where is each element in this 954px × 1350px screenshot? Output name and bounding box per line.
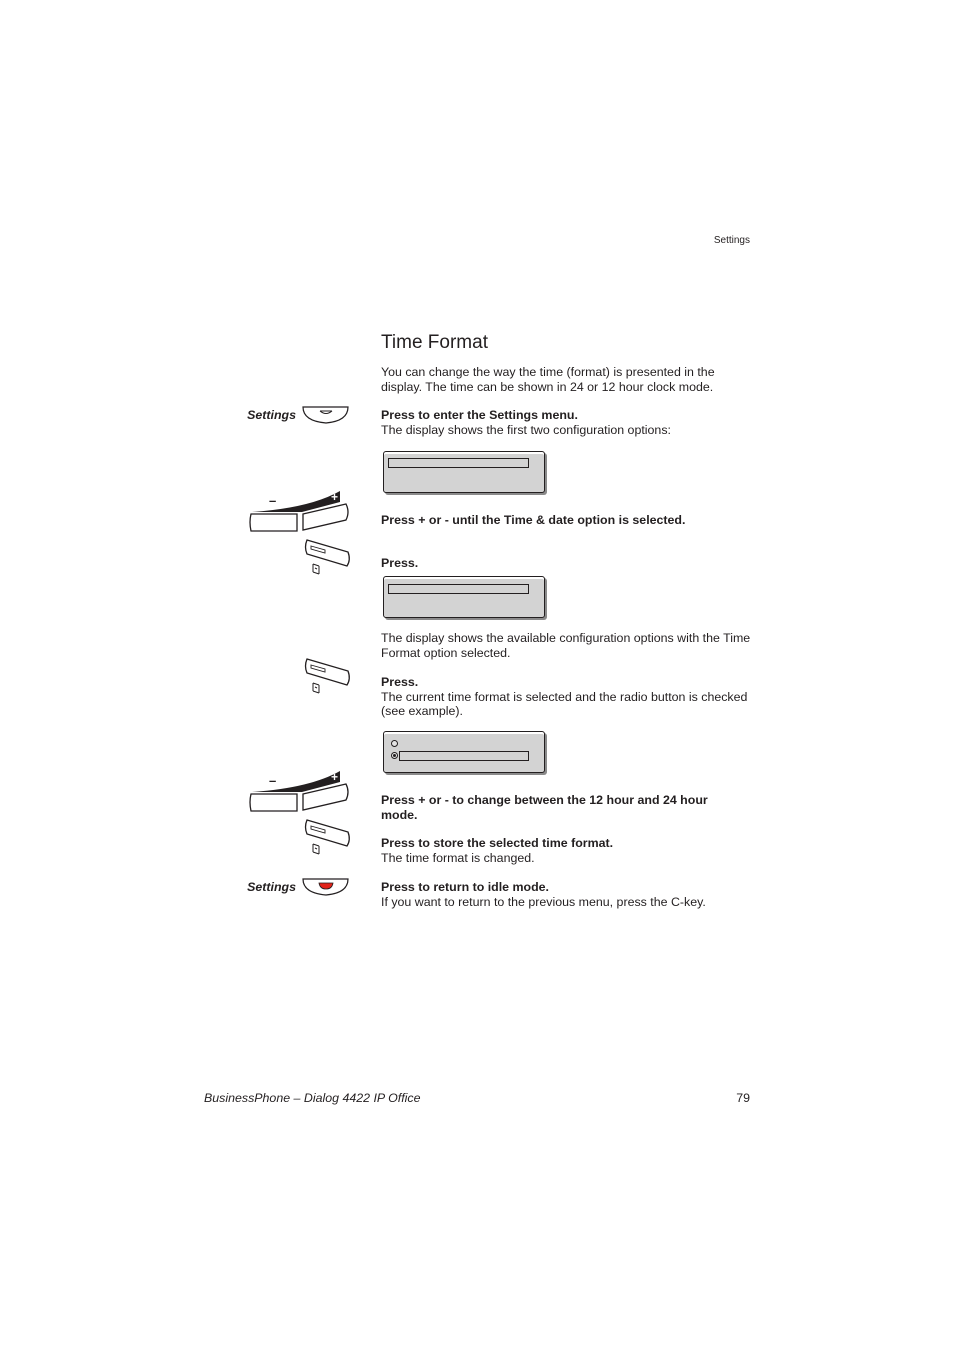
step1 xyxy=(381,408,753,437)
step2-instruction: Press + or - until the Time & date option is selected. xyxy=(381,513,686,527)
display-selection-bar xyxy=(399,751,529,761)
step7 xyxy=(381,880,753,909)
display-selection-bar xyxy=(388,584,529,594)
settings-softkey-icon[interactable] xyxy=(302,405,350,425)
intro-text: You can change the way the time (format) is presented in the display. The time can be shown in 24 or 12 hour clock mode. xyxy=(381,365,715,394)
step4-note: The current time format is selected and the radio button is checked (see example). xyxy=(381,689,748,718)
step3-instruction: Press. xyxy=(381,556,419,570)
volume-minus-plus-keys-icon[interactable] xyxy=(250,490,350,534)
volume-minus-plus-keys-icon[interactable] xyxy=(250,770,350,814)
display-screen-2 xyxy=(383,576,545,618)
step7-note: If you want to return to the previous menu, press the C-key. xyxy=(381,894,706,909)
svg-text:+: + xyxy=(331,770,339,784)
step4 xyxy=(381,675,753,719)
display-screen-1 xyxy=(383,451,545,493)
svg-text:–: – xyxy=(269,493,277,508)
step6-note: The time format is changed. xyxy=(381,850,535,865)
step1-instruction: Press to enter the Settings menu. xyxy=(381,408,578,422)
step3-note: The display shows the available configuration options with the Time Format option selected. xyxy=(381,631,751,660)
radio-unchecked xyxy=(391,740,398,747)
step6-instruction: Press to store the selected time format. xyxy=(381,836,614,850)
running-header: Settings xyxy=(713,235,750,246)
step5-instruction: Press + or - to change between the 12 hour and 24 hour mode. xyxy=(381,793,708,822)
settings-key-label: Settings xyxy=(247,880,296,894)
footer-document-title: BusinessPhone – Dialog 4422 IP Office xyxy=(204,1091,421,1105)
radio-checked xyxy=(391,752,398,759)
svg-text:–: – xyxy=(269,773,277,788)
step1-note: The display shows the first two configuration options: xyxy=(381,422,671,437)
step7-instruction: Press to return to idle mode. xyxy=(381,880,549,894)
ok-key-icon[interactable] xyxy=(303,818,351,858)
page-number: 79 xyxy=(736,1091,750,1105)
page-title: Time Format xyxy=(381,332,488,353)
settings-softkey-red-icon[interactable] xyxy=(302,877,350,897)
step4-instruction: Press. xyxy=(381,675,419,689)
svg-text:+: + xyxy=(331,490,339,504)
display-selection-bar xyxy=(388,458,529,468)
step6 xyxy=(381,836,753,865)
display-screen-3 xyxy=(383,731,545,773)
ok-key-icon[interactable] xyxy=(303,657,351,697)
ok-key-icon[interactable] xyxy=(303,538,351,578)
settings-key-label: Settings xyxy=(247,408,296,422)
